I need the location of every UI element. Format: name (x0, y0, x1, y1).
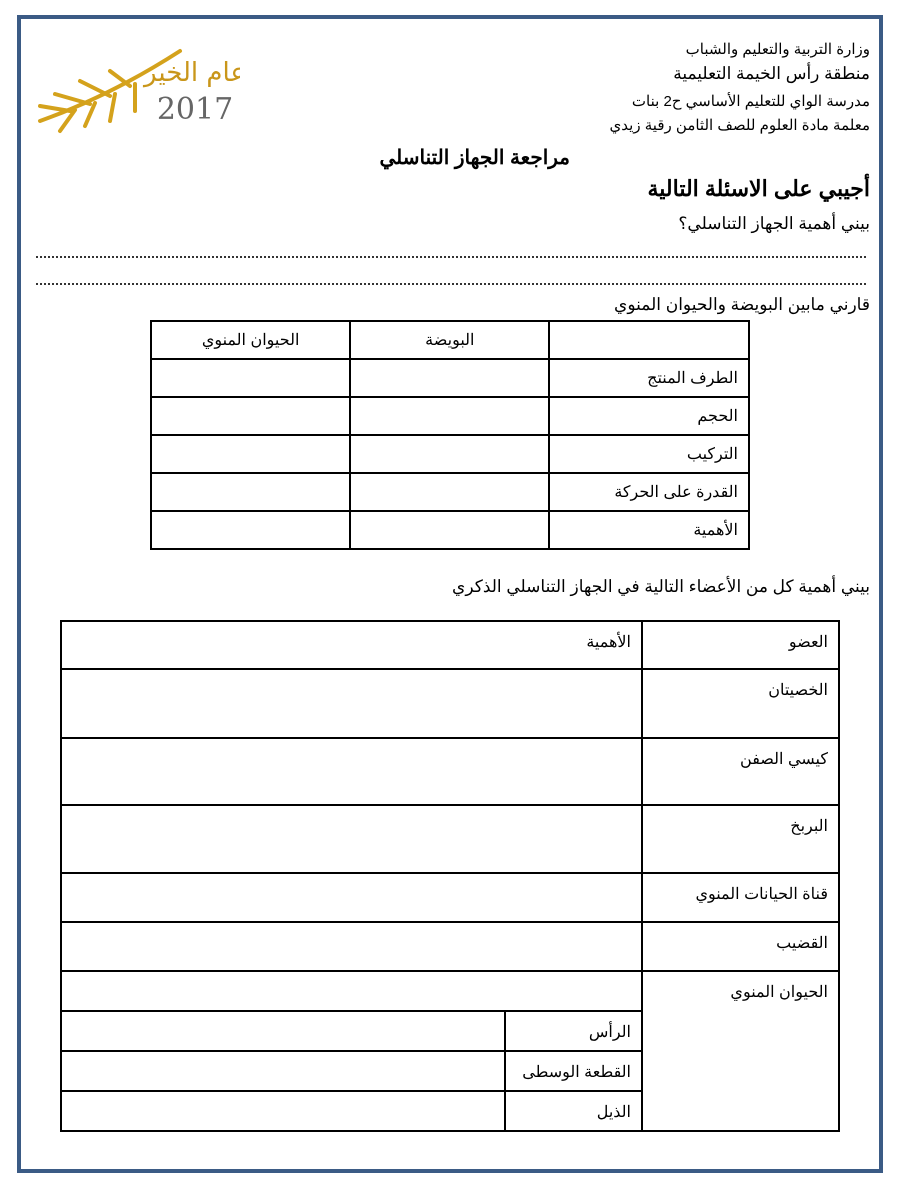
table-row (61, 805, 839, 873)
answer-line (36, 256, 866, 258)
answer-cell[interactable] (61, 738, 642, 805)
table-row (61, 669, 839, 738)
answer-cell[interactable] (61, 1051, 505, 1091)
answer-cell[interactable] (350, 397, 549, 435)
organ-label: قناة الحيانات المنوي (642, 873, 839, 922)
table-row (151, 397, 749, 435)
table-row (151, 473, 749, 511)
svg-text:عام الخير: عام الخير (144, 58, 240, 88)
row-label: التركيب (549, 435, 749, 473)
answer-cell[interactable] (350, 473, 549, 511)
part-label: القطعة الوسطى (505, 1051, 642, 1091)
answer-cell[interactable] (350, 359, 549, 397)
header-cell: العضو (642, 621, 839, 669)
answer-line (36, 283, 866, 285)
answer-cell[interactable] (350, 435, 549, 473)
answer-cell[interactable] (61, 1091, 505, 1131)
table-row (151, 511, 749, 549)
answer-cell[interactable] (151, 359, 350, 397)
header-cell: الحيوان المنوي (151, 321, 350, 359)
answer-cell[interactable] (61, 873, 642, 922)
organ-label: كيسي الصفن (642, 738, 839, 805)
page-title: مراجعة الجهاز التناسلي (379, 147, 570, 169)
row-label: القدرة على الحركة (549, 473, 749, 511)
table-row (61, 738, 839, 805)
row-label: الطرف المنتج (549, 359, 749, 397)
organ-label: الخصيتان (642, 669, 839, 738)
question-3: بيني أهمية كل من الأعضاء التالية في الجهاز التناسلي الذكري (452, 577, 870, 596)
table-row (151, 359, 749, 397)
answer-cell[interactable] (151, 511, 350, 549)
part-label: الذيل (505, 1091, 642, 1131)
part-label: الرأس (505, 1011, 642, 1051)
teacher-name: معلمة مادة العلوم للصف الثامن رقية زيدي (609, 117, 870, 134)
answer-cell[interactable] (61, 1011, 505, 1051)
school-name: مدرسة الواي للتعليم الأساسي ح2 بنات (631, 93, 870, 110)
answer-cell[interactable] (151, 397, 350, 435)
comparison-table (150, 320, 750, 550)
svg-text:2017: 2017 (156, 92, 234, 127)
table-row (61, 922, 839, 971)
header-cell (549, 321, 749, 359)
answer-cell[interactable] (350, 511, 549, 549)
question-2: قارني مابين البويضة والحيوان المنوي (614, 295, 870, 314)
organ-label: القضيب (642, 922, 839, 971)
instruction-heading: أجيبي على الاسئلة التالية (647, 176, 870, 201)
answer-cell[interactable] (61, 971, 642, 1011)
header-cell: البويضة (350, 321, 549, 359)
header-cell: الأهمية (61, 621, 642, 669)
year-of-giving-logo (30, 26, 240, 146)
ministry-name: وزارة التربية والتعليم والشباب (685, 41, 870, 58)
education-zone: منطقة رأس الخيمة التعليمية (673, 64, 870, 83)
table-header-row (151, 321, 749, 359)
answer-cell[interactable] (151, 473, 350, 511)
row-label: الحجم (549, 397, 749, 435)
question-1: بيني أهمية الجهاز التناسلي؟ (678, 214, 870, 233)
answer-cell[interactable] (61, 669, 642, 738)
table-row (61, 971, 839, 1011)
organ-label: البربخ (642, 805, 839, 873)
table-row (151, 435, 749, 473)
answer-cell[interactable] (151, 435, 350, 473)
organ-label: الحيوان المنوي (642, 971, 839, 1131)
row-label: الأهمية (549, 511, 749, 549)
answer-cell[interactable] (61, 922, 642, 971)
table-header-row (61, 621, 839, 669)
organs-table (60, 620, 840, 1132)
answer-cell[interactable] (61, 805, 642, 873)
table-row (61, 873, 839, 922)
